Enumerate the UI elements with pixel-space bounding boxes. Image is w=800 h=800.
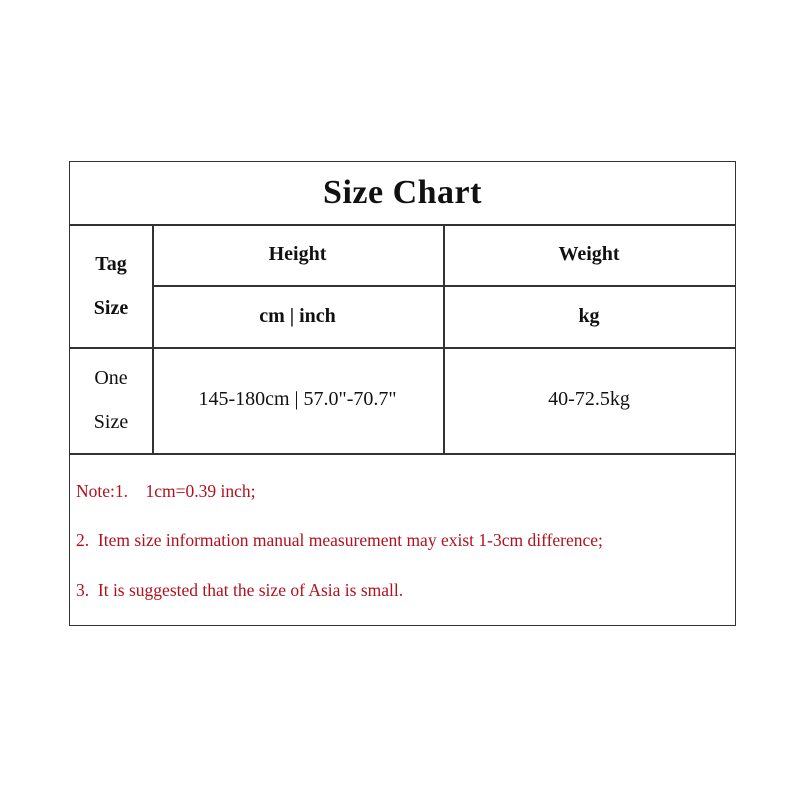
size-cell-line2: Size xyxy=(93,411,129,433)
weight-unit-header: kg xyxy=(578,304,600,327)
size-cell-line1: One xyxy=(94,367,128,389)
table-row-weight-cell: 40-72.5kg xyxy=(548,387,630,410)
table-row-size-cell xyxy=(70,347,152,453)
tag-size-header-line2: Size xyxy=(93,296,129,319)
tag-size-header xyxy=(70,224,152,347)
height-header: Height xyxy=(268,243,327,265)
table-row-height-cell: 145-180cm | 57.0"-70.7" xyxy=(198,387,397,410)
chart-title: Size Chart xyxy=(323,174,482,211)
tag-size-header-line1: Tag xyxy=(95,252,127,275)
size-chart-table xyxy=(69,161,736,626)
divider xyxy=(70,453,735,455)
weight-header: Weight xyxy=(558,243,620,265)
height-unit-header: cm | inch xyxy=(259,304,336,327)
note-line-1: Note:1. 1cm=0.39 inch; xyxy=(76,481,256,501)
note-line-2: 2. Item size information manual measurement may exist 1-3cm difference; xyxy=(76,530,603,550)
note-line-3: 3. It is suggested that the size of Asia is small. xyxy=(76,580,404,600)
